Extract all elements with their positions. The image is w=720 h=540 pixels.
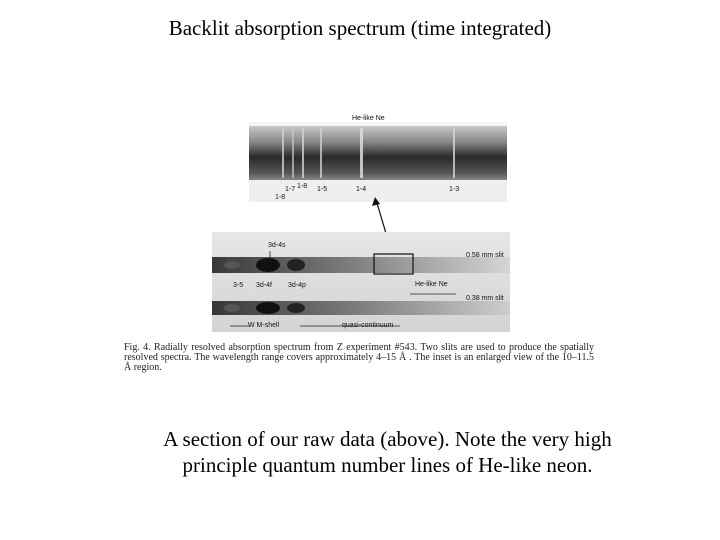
label-3d-4p: 3d-4p — [288, 282, 306, 289]
label-3-5: 3-5 — [233, 282, 244, 289]
slide-description: A section of our raw data (above). Note the very high principle quantum number lines of He-like neon. — [163, 427, 612, 477]
line-label: 1-7 — [285, 186, 296, 193]
label-3d-4s: 3d-4s — [268, 242, 286, 249]
label-slit-upper: 0.58 mm slit — [466, 252, 504, 259]
line-label: 1-8 — [297, 183, 308, 190]
line-label: 1-3 — [449, 186, 460, 193]
line-label: 1-4 — [356, 186, 367, 193]
slide-title: Backlit absorption spectrum (time integrated) — [168, 16, 552, 40]
label-w-m-shell: W M-shell — [248, 322, 280, 329]
label-slit-lower: 0.38 mm slit — [466, 295, 504, 302]
line-label: 1-5 — [317, 186, 328, 193]
label-he-like-ne: He-like Ne — [415, 281, 448, 288]
figure-caption: Fig. 4. Radially resolved absorption spectrum from Z experiment #543. Two slits are used to produce the spatially resolved spectra. The wavelength range covers approximately 4–15 Å . The inset is an enlarged view of the 10–11.5 Å region. — [124, 342, 594, 373]
line-label: 1-8 — [275, 194, 286, 201]
label-3d-4f: 3d-4f — [256, 282, 272, 289]
label-quasi-continuum: quasi-continuum — [342, 322, 394, 329]
top-panel-header: He-like Ne — [352, 115, 385, 122]
